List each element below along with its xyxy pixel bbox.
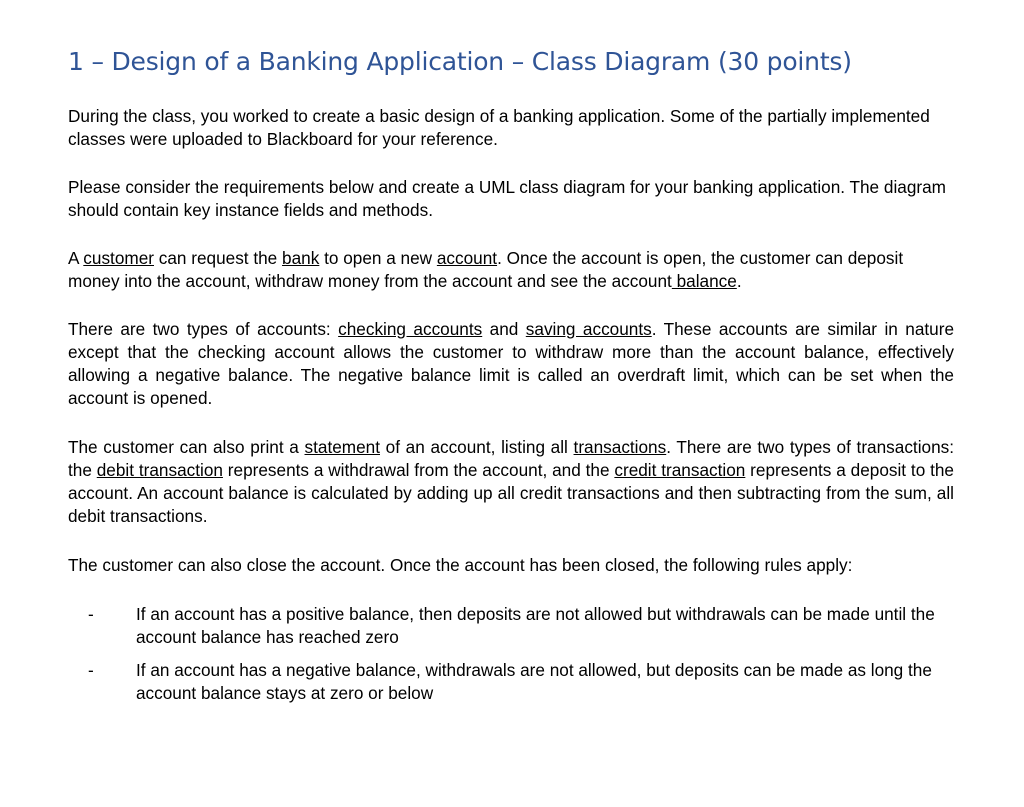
text-run: A (68, 248, 84, 268)
text-run: to open a new (319, 248, 437, 268)
text-run: can request the (153, 248, 283, 268)
text-run: . There are two types of transactions: the (68, 437, 955, 480)
text-run: . (736, 271, 742, 291)
closed-account-rules (68, 603, 954, 705)
text-run: There are two types of accounts: (68, 319, 339, 339)
term-credit-transaction: credit transaction (614, 460, 746, 480)
section-title: 1 – Design of a Banking Application – Class Diagram (30 points) (68, 47, 852, 76)
text-run: . These accounts are similar in nature except that the checking account allows the customer to withdraw more than the account balance, effectively allowing a negative balance. The negative balance limit is called an overdraft limit, which can be set when the account is opened. (68, 319, 955, 408)
term-balance: balance (671, 271, 737, 291)
account-types-paragraph (68, 318, 954, 410)
text-run: represents a withdrawal from the account, and the (222, 460, 615, 480)
statement-paragraph (68, 436, 954, 528)
term-account: account (436, 248, 498, 268)
text-run: . Once the account is open, the customer can deposit money into the account, withdraw money from the account and see the account (68, 248, 904, 291)
term-checking-accounts: checking accounts (338, 319, 483, 339)
rule-text: If an account has a negative balance, withdrawals are not allowed, but deposits can be made as long the account balance stays at zero or below (136, 660, 932, 703)
intro-paragraph: During the class, you worked to create a basic design of a banking application. Some of the partially implemented classes were uploaded to Blackboard for your reference. (68, 106, 930, 149)
dash-bullet: - (88, 604, 94, 624)
customer-bank-paragraph (68, 247, 954, 293)
term-transactions: transactions (573, 437, 667, 457)
rule-text: If an account has a positive balance, then deposits are not allowed but withdrawals can be made until the account balance has reached zero (136, 604, 935, 647)
term-saving-accounts: saving accounts (525, 319, 652, 339)
requirements-paragraph: Please consider the requirements below and create a UML class diagram for your banking application. The diagram should contain key instance fields and methods. (68, 177, 946, 220)
dash-bullet: - (88, 660, 94, 680)
close-account-paragraph: The customer can also close the account. Once the account has been closed, the following rules apply: (68, 555, 853, 575)
term-debit-transaction: debit transaction (96, 460, 223, 480)
list-item (68, 659, 954, 705)
term-customer: customer (83, 248, 154, 268)
text-run: and (482, 319, 526, 339)
term-bank: bank (282, 248, 320, 268)
list-item (68, 603, 954, 649)
text-run: of an account, listing all (380, 437, 574, 457)
text-run: The customer can also print a (68, 437, 305, 457)
text-run: represents a deposit to the account. An account balance is calculated by adding up all credit transactions and then subtracting from the sum, all debit transactions. (68, 460, 954, 526)
term-statement: statement (304, 437, 380, 457)
document-page (68, 42, 954, 715)
